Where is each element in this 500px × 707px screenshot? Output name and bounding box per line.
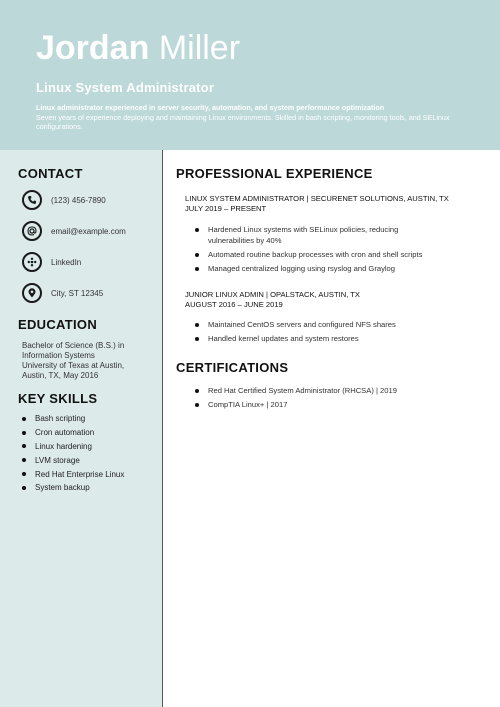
contact-email[interactable]: [22, 219, 126, 243]
bullet-icon: [22, 472, 26, 476]
skill-item: [22, 412, 124, 426]
contact-location: [22, 281, 103, 305]
education-line: University of Texas at Austin,: [22, 361, 125, 370]
bullet-icon: [22, 431, 26, 435]
skill-item: [22, 481, 124, 495]
certification-text: Red Hat Certified System Administrator (RHCSA) | 2019: [208, 386, 397, 395]
skills-heading: KEY SKILLS: [18, 391, 98, 406]
skill-label: Linux hardening: [35, 441, 92, 451]
job-bullet-text: Managed centralized logging using rsyslog and Graylog: [208, 263, 396, 273]
skill-item: [22, 467, 124, 481]
bullet-icon: [22, 458, 26, 462]
bullet-icon: [195, 337, 199, 341]
bullet-icon: [195, 389, 199, 393]
bullet-icon: [22, 444, 26, 448]
summary-text: Seven years of experience deploying and maintaining Linux environments. Skilled in bash scripting, monitoring tools, and SELinux configurations.: [36, 112, 450, 131]
job-dates: JULY 2019 – PRESENT: [185, 204, 267, 213]
first-name: Jordan: [36, 29, 150, 67]
skill-label: System backup: [35, 483, 90, 493]
job-bullets: [195, 225, 440, 278]
bullet-icon: [195, 323, 199, 327]
job-title: Linux System Administrator: [36, 80, 215, 95]
job-role-company: LINUX SYSTEM ADMINISTRATOR | SECURENET SOLUTIONS, AUSTIN, TX: [185, 194, 449, 203]
skill-label: LVM storage: [35, 455, 80, 465]
experience-heading: PROFESSIONAL EXPERIENCE: [176, 166, 373, 181]
job-header: [185, 194, 449, 214]
job-bullets: [195, 320, 440, 348]
skills-list: [22, 412, 124, 495]
bullet-icon: [195, 253, 199, 257]
skill-item: [22, 426, 124, 440]
bullet-icon: [195, 403, 199, 407]
certifications-list: [195, 386, 440, 414]
certification-text: CompTIA Linux+ | 2017: [208, 400, 288, 409]
contact-heading: CONTACT: [18, 166, 83, 181]
bullet-icon: [22, 486, 26, 490]
linkedin-icon: [22, 252, 42, 272]
job-bullet-text: Maintained CentOS servers and configured NFS shares: [208, 320, 396, 329]
job-dates: AUGUST 2016 – JUNE 2019: [185, 300, 283, 309]
bullet-icon: [195, 267, 199, 271]
bullet-icon: [195, 228, 199, 232]
skill-item: [22, 453, 124, 467]
job-bullet-text: Handled kernel updates and system restores: [208, 334, 359, 343]
resume-header: [0, 0, 500, 150]
contact-email-text: email@example.com: [51, 226, 126, 236]
job-bullet-text: Hardened Linux systems with SELinux policies, reducing vulnerabilities by 40%: [208, 225, 399, 245]
job-bullet: [195, 320, 440, 331]
certification-item: [195, 400, 440, 411]
certifications-heading: CERTIFICATIONS: [176, 360, 289, 375]
job-bullet: [195, 264, 440, 275]
last-name: Miller: [158, 29, 241, 67]
profile-summary: [36, 103, 466, 132]
skill-label: Cron automation: [35, 428, 95, 438]
candidate-name: [36, 28, 464, 68]
job-role-company: JUNIOR LINUX ADMIN | OPALSTACK, AUSTIN, TX: [185, 290, 360, 299]
email-icon: [22, 221, 42, 241]
education-line: Bachelor of Science (B.S.) in: [22, 341, 125, 350]
certification-item: [195, 386, 440, 397]
location-icon: [22, 283, 42, 303]
bullet-icon: [22, 417, 26, 421]
job-header: [185, 290, 360, 310]
education-line: Austin, TX, May 2016: [22, 371, 99, 380]
summary-headline: Linux administrator experienced in server security, automation, and system performance optimization: [36, 103, 385, 112]
job-bullet: [195, 225, 440, 246]
education-line: Information Systems: [22, 351, 95, 360]
education-entry: [22, 341, 152, 381]
contact-linkedin-text: LinkedIn: [51, 257, 82, 267]
skill-item: [22, 440, 124, 454]
skill-label: Red Hat Enterprise Linux: [35, 469, 125, 479]
contact-linkedin[interactable]: [22, 250, 81, 274]
education-heading: EDUCATION: [18, 317, 98, 332]
contact-phone-text: (123) 456-7890: [51, 195, 106, 205]
skill-label: Bash scripting: [35, 414, 86, 424]
phone-icon: [22, 190, 42, 210]
job-bullet: [195, 250, 440, 261]
contact-phone: [22, 188, 106, 212]
job-bullet-text: Automated routine backup processes with cron and shell scripts: [208, 249, 423, 259]
contact-location-text: City, ST 12345: [51, 288, 104, 298]
job-bullet: [195, 334, 440, 345]
